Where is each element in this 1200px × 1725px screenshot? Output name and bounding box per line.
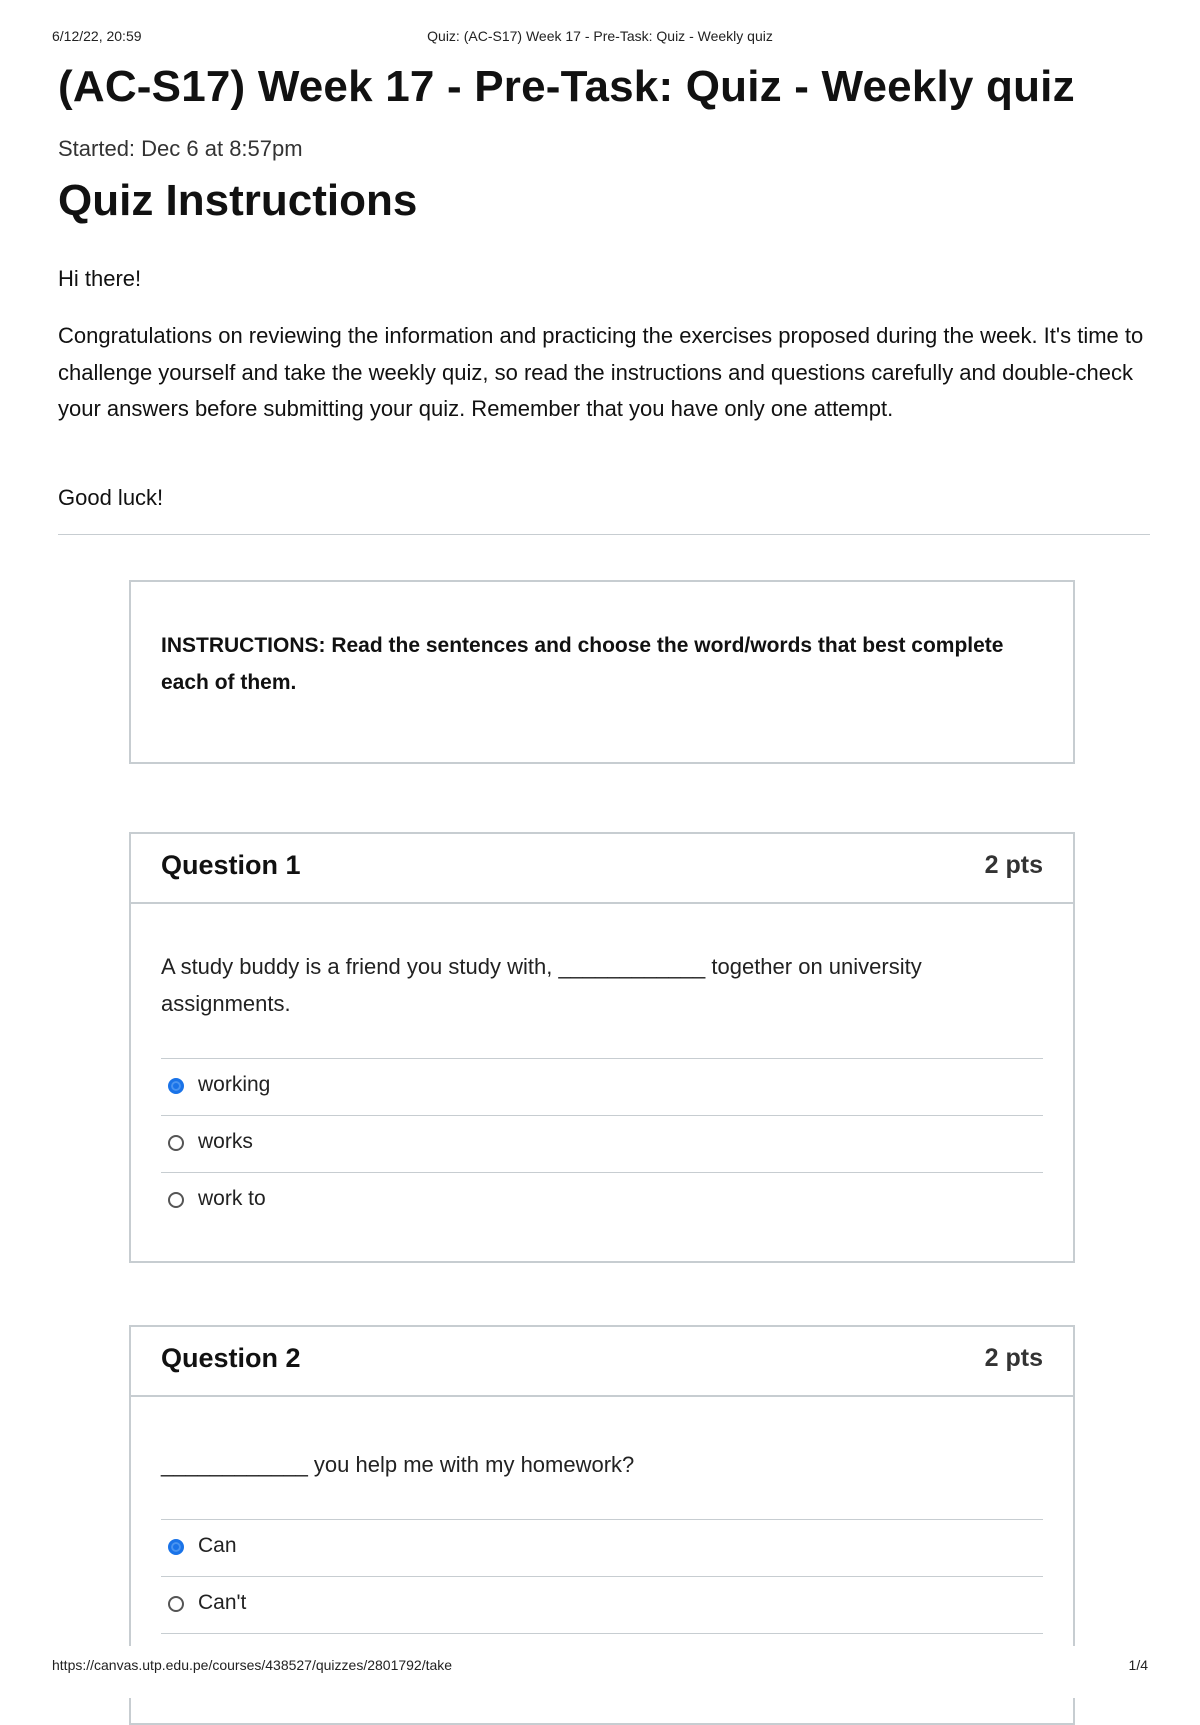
print-url: https://canvas.utp.edu.pe/courses/438527/quizzes/2801792/take bbox=[52, 1657, 453, 1673]
question-text: A study buddy is a friend you study with, ____________ together on university assignments. bbox=[161, 954, 922, 1016]
question-points: 2 pts bbox=[984, 851, 1043, 879]
question-card-1 bbox=[129, 832, 1075, 1263]
answer-list bbox=[161, 1519, 1043, 1634]
greeting-text: Hi there! bbox=[58, 266, 142, 291]
question-body bbox=[131, 1446, 1073, 1634]
question-header bbox=[131, 834, 1073, 904]
answer-label: Can bbox=[198, 1534, 237, 1557]
answer-label: working bbox=[198, 1073, 271, 1096]
answer-label: works bbox=[198, 1130, 253, 1153]
radio-selected-icon[interactable] bbox=[168, 1539, 184, 1555]
instructions-text: INSTRUCTIONS: Read the sentences and choose the word/words that best complete each of them. bbox=[161, 634, 1004, 694]
instructions-box bbox=[129, 580, 1075, 764]
question-points: 2 pts bbox=[984, 1344, 1043, 1372]
print-header bbox=[52, 28, 1148, 48]
closing-text: Good luck! bbox=[58, 485, 164, 510]
answer-option-working[interactable] bbox=[161, 1059, 1043, 1116]
answer-option-work-to[interactable] bbox=[161, 1173, 1043, 1229]
radio-unselected-icon[interactable] bbox=[168, 1135, 184, 1151]
radio-selected-icon[interactable] bbox=[168, 1078, 184, 1094]
radio-unselected-icon[interactable] bbox=[168, 1192, 184, 1208]
quiz-instructions-heading: Quiz Instructions bbox=[58, 176, 418, 225]
question-header bbox=[131, 1327, 1073, 1397]
question-title: Question 2 bbox=[161, 1343, 301, 1373]
section-divider bbox=[58, 534, 1150, 535]
answer-option-can[interactable] bbox=[161, 1520, 1043, 1577]
radio-unselected-icon[interactable] bbox=[168, 1596, 184, 1612]
answer-label: Can't bbox=[198, 1591, 247, 1614]
print-page-number: 1/4 bbox=[1128, 1657, 1148, 1673]
intro-paragraph: Congratulations on reviewing the information and practicing the exercises proposed during the week. It's time to challenge yourself and take the weekly quiz, so read the instructions and questions carefully and double-check your answers before submitting your quiz. Remember that you have only one attempt. bbox=[58, 323, 1144, 421]
print-document-title: Quiz: (AC-S17) Week 17 - Pre-Task: Quiz - Weekly quiz bbox=[427, 28, 773, 44]
answer-option-cant[interactable] bbox=[161, 1577, 1043, 1634]
question-title: Question 1 bbox=[161, 850, 301, 880]
question-text: ____________ you help me with my homework? bbox=[161, 1452, 635, 1477]
page-title: (AC-S17) Week 17 - Pre-Task: Quiz - Weekly quiz bbox=[58, 62, 1075, 111]
print-date: 6/12/22, 20:59 bbox=[52, 28, 142, 44]
quiz-started-time: Started: Dec 6 at 8:57pm bbox=[58, 136, 303, 161]
answer-label: work to bbox=[198, 1187, 266, 1210]
question-body bbox=[131, 948, 1073, 1229]
answer-list bbox=[161, 1058, 1043, 1229]
print-footer bbox=[52, 1657, 1148, 1677]
answer-option-works[interactable] bbox=[161, 1116, 1043, 1173]
